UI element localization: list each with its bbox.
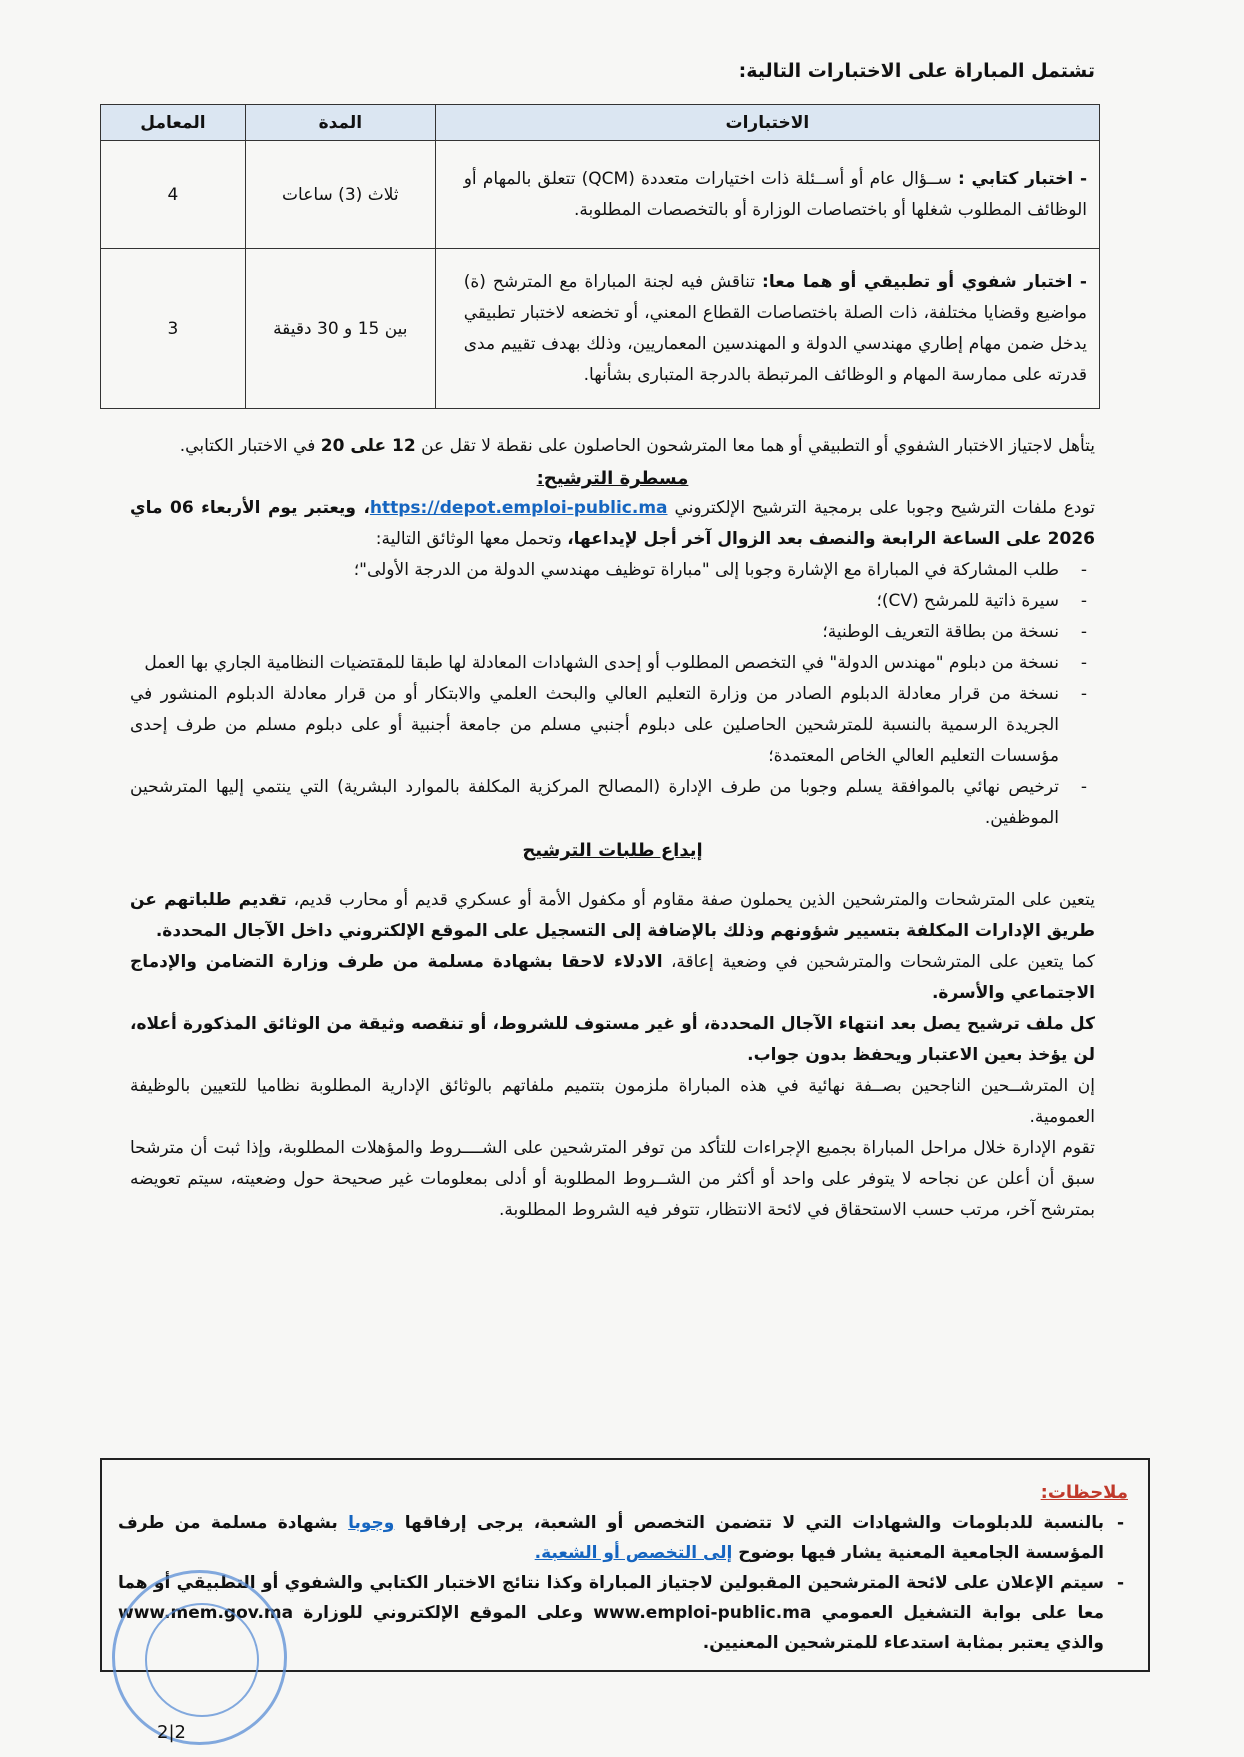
required-documents-list [130, 555, 1095, 834]
list-item: - نسخة من بطاقة التعريف الوطنية؛ [130, 617, 1095, 648]
eligibility-score: 12 على 20 [320, 436, 416, 456]
submission-paragraph-5: تقوم الإدارة خلال مراحل المباراة بجميع الإجراءات للتأكد من توفر المترشحين على الشــــروط والمؤهلات المطلوبة، وإذا ثبت أن مترشحا سبق أن أعلن عن نجاحه لا يتوفر على واحد أو أكثر من الشــروط المطلوبة أو أدلى بمعلومات غير صحيحة حول وضعيته، سيتم تعويضه بمترشح آخر، مرتب حسب الاستحقاق في لائحة الانتظار، تتوفر فيه الشروط المطلوبة. [130, 1138, 1095, 1220]
procedure-title: مسطرة الترشيح: [536, 468, 689, 489]
page-number: 2|2 [157, 1722, 186, 1743]
header-tests: الاختبارات [435, 105, 1099, 141]
test-duration: ثلاث (3) ساعات [245, 141, 435, 249]
test-title: - اختبار كتابي : [958, 168, 1088, 189]
header-coefficient: المعامل [101, 105, 246, 141]
test-coefficient: 3 [101, 249, 246, 409]
eligibility-text: يتأهل لاجتياز الاختبار الشفوي أو التطبيقي أو هما معا المترشحون الحاصلون على نقطة لا تقل عن [415, 436, 1095, 456]
test-duration: بين 15 و 30 دقيقة [245, 249, 435, 409]
submission-text-bold: تقديم طلباتهم عن طريق الإدارات المكلفة بتسيير شؤونهم وذلك بالإضافة إلى التسجيل على الموقع الإلكتروني داخل الآجال المحددة. [130, 890, 1095, 941]
note-text: سيتم الإعلان على لائحة المترشحين المقبولين لاجتياز المباراة وكذا نتائج الاختبار الكتابي والشفوي أو التطبيقي أو هما معا على بوابة التشغيل العمومي [118, 1573, 1104, 1623]
note-text: والذي يعتبر بمثابة استدعاء للمترشحين المعنيين. [702, 1633, 1104, 1653]
note-text: بالنسبة للدبلومات والشهادات التي لا تتضمن التخصص أو الشعبة، يرجى إرفاقها [394, 1513, 1104, 1533]
list-item: - نسخة من قرار معادلة الدبلوم الصادر من وزارة التعليم العالي والبحث العلمي والابتكار أو من قرار معادلة الدبلوم المنشور في الجريدة الرسمية بالنسبة للمترشحين الحاصلين على دبلوم أجنبي مسلم من جامعة أجنبية أو على دبلوم مسلم من طرف إحدى مؤسسات التعليم العالي الخاص المعتمدة؛ [130, 679, 1095, 772]
table-row [101, 249, 1100, 409]
procedure-text: تودع ملفات الترشيح وجوبا على برمجية الترشيح الإلكتروني [667, 498, 1095, 518]
list-item: - سيرة ذاتية للمرشح (CV)؛ [130, 586, 1095, 617]
notes-title: ملاحظات: [1040, 1482, 1128, 1503]
test-title: - اختبار شفوي أو تطبيقي أو هما معا: [762, 271, 1087, 292]
header-duration: المدة [245, 105, 435, 141]
submission-paragraph-4: إن المترشــحين الناجحين بصــفة نهائية في هذه المباراة ملزمون بتتميم ملفاتهم بالوثائق الإدارية المطلوبة نظاميا للتعيين بالوظيفة العمومية. [130, 1076, 1095, 1127]
ministry-site[interactable]: www.mem.gov.ma [118, 1603, 294, 1623]
test-description [435, 249, 1099, 409]
emploi-public-site[interactable]: www.emploi-public.ma [593, 1603, 812, 1623]
submission-text: كما يتعين على المترشحات والمترشحين في وضعية إعاقة، [662, 952, 1095, 972]
list-item: - طلب المشاركة في المباراة مع الإشارة وجوبا إلى "مباراة توظيف مهندسي الدولة من الدرجة الأولى"؛ [130, 555, 1095, 586]
submission-paragraph-2 [130, 947, 1095, 1009]
procedure-deadline: ، ويعتبر يوم الأربعاء 06 ماي 2026 على الساعة الرابعة والنصف بعد الزوال آخر أجل لإيداعها، [130, 498, 1095, 549]
submission-text: يتعين على المترشحات والمترشحين الذين يحملون صفة مقاوم أو مكفول الأمة أو عسكري قديم أو محارب قديم، [286, 890, 1095, 910]
document-content [130, 60, 1095, 1226]
table-header-row [101, 105, 1100, 141]
submission-title: إيداع طلبات الترشيح [522, 840, 703, 861]
list-item [118, 1508, 1128, 1568]
test-text: تناقش فيه لجنة المباراة مع المترشح (ة) مواضيع وقضايا مختلفة، ذات الصلة باختصاصات القطاع المعني، أو تخضعه لاختبار تطبيقي يدخل ضمن مهام إطاري مهندسي الدولة و المهندسين المعماريين، وذلك بهدف تقييم مدى قدرته على ممارسة المهام و الوظائف المرتبطة بالدرجة المتبارى بشأنها. [463, 271, 1087, 385]
procedure-text-end: وتحمل معها الوثائق التالية: [375, 529, 568, 549]
procedure-paragraph [130, 493, 1095, 555]
tests-table [100, 104, 1100, 409]
table-row [101, 141, 1100, 249]
depot-link[interactable]: https://depot.emploi-public.ma [369, 498, 668, 518]
test-description [435, 141, 1099, 249]
submission-paragraph-1 [130, 885, 1095, 947]
official-stamp-icon [112, 1570, 287, 1745]
test-coefficient: 4 [101, 141, 246, 249]
eligibility-text-end: في الاختبار الكتابي. [179, 436, 321, 456]
list-item: - ترخيص نهائي بالموافقة يسلم وجوبا من طرف الإدارة (المصالح المركزية المكلفة بالموارد البشرية) التي ينتمي إليها المترشحين الموظفين. [130, 772, 1095, 834]
eligibility-paragraph [130, 431, 1095, 462]
submission-paragraph-3: كل ملف ترشيح يصل بعد انتهاء الآجال المحددة، أو غير مستوف للشروط، أو تنقصه وثيقة من الوثائق المذكورة أعلاه، لن يؤخذ بعين الاعتبار ويحفظ بدون جواب. [130, 1014, 1095, 1065]
note-text: وعلى الموقع الإلكتروني للوزارة [293, 1603, 594, 1623]
test-text: ســؤال عام أو أســئلة ذات اختيارات متعددة (QCM) تتعلق بالمهام أو الوظائف المطلوب شغلها أو باختصاصات الوزارة أو بالتخصصات المطلوبة. [463, 168, 1087, 220]
note-emphasis: إلى التخصص أو الشعبة. [534, 1543, 733, 1563]
note-emphasis: وجوبا [348, 1513, 395, 1533]
tests-intro-heading: تشتمل المباراة على الاختبارات التالية: [738, 60, 1095, 82]
list-item: - نسخة من دبلوم "مهندس الدولة" في التخصص المطلوب أو إحدى الشهادات المعادلة لها طبقا للمقتضيات النظامية الجاري بها العمل [130, 648, 1095, 679]
note-text: بشهادة مسلمة من طرف المؤسسة الجامعية المعنية يشار فيها بوضوح [118, 1513, 1104, 1563]
submission-text-bold: الادلاء لاحقا بشهادة مسلمة من طرف وزارة التضامن والإدماج الاجتماعي والأسرة. [130, 952, 1095, 1003]
